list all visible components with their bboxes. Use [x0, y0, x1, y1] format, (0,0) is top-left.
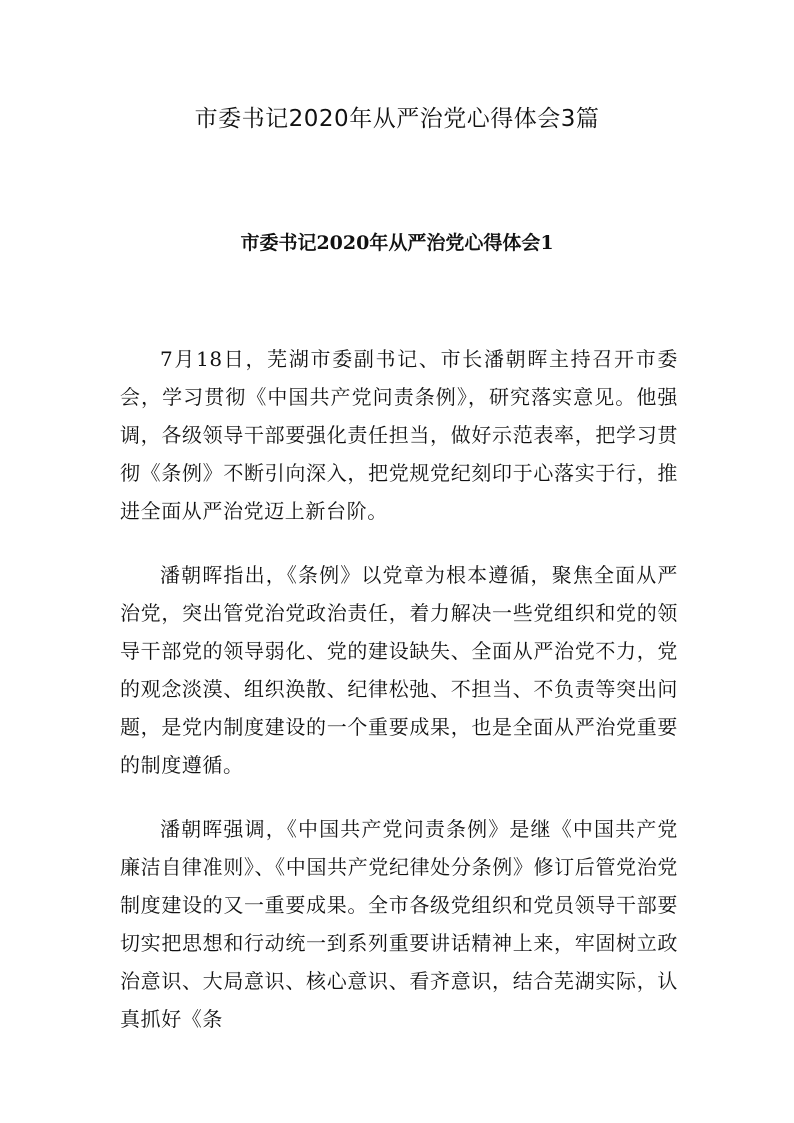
section-title: 市委书记2020年从严治党心得体会1	[240, 232, 554, 254]
document-title: 市委书记2020年从严治党心得体会3篇	[194, 106, 600, 132]
paragraph-2: 潘朝晖指出，《条例》以党章为根本遵循，聚焦全面从严治党，突出管党治党政治责任，着力解决一些党组织和党的领导干部党的领导弱化、党的建设缺失、全面从严治党不力，党的观念淡漠、组织涣散、纪律松弛、不担当、不负责等突出问题，是党内制度建设的一个重要成果，也是全面从严治党重要的制度遵循。	[120, 563, 678, 777]
document-body	[120, 340, 678, 1064]
paragraph-1: 7月18日，芜湖市委副书记、市长潘朝晖主持召开市委会，学习贯彻《中国共产党问责条例》，研究落实意见。他强调，各级领导干部要强化责任担当，做好示范表率，把学习贯彻《条例》不断引向深入，把党规党纪刻印于心落实于行，推进全面从严治党迈上新台阶。	[120, 347, 678, 523]
paragraph-3: 潘朝晖强调，《中国共产党问责条例》是继《中国共产党廉洁自律准则》、《中国共产党纪律处分条例》修订后管党治党制度建设的又一重要成果。全市各级党组织和党员领导干部要切实把思想和行动统一到系列重要讲话精神上来，牢固树立政治意识、大局意识、核心意识、看齐意识，结合芜湖实际，认真抓好《条	[120, 817, 678, 1031]
